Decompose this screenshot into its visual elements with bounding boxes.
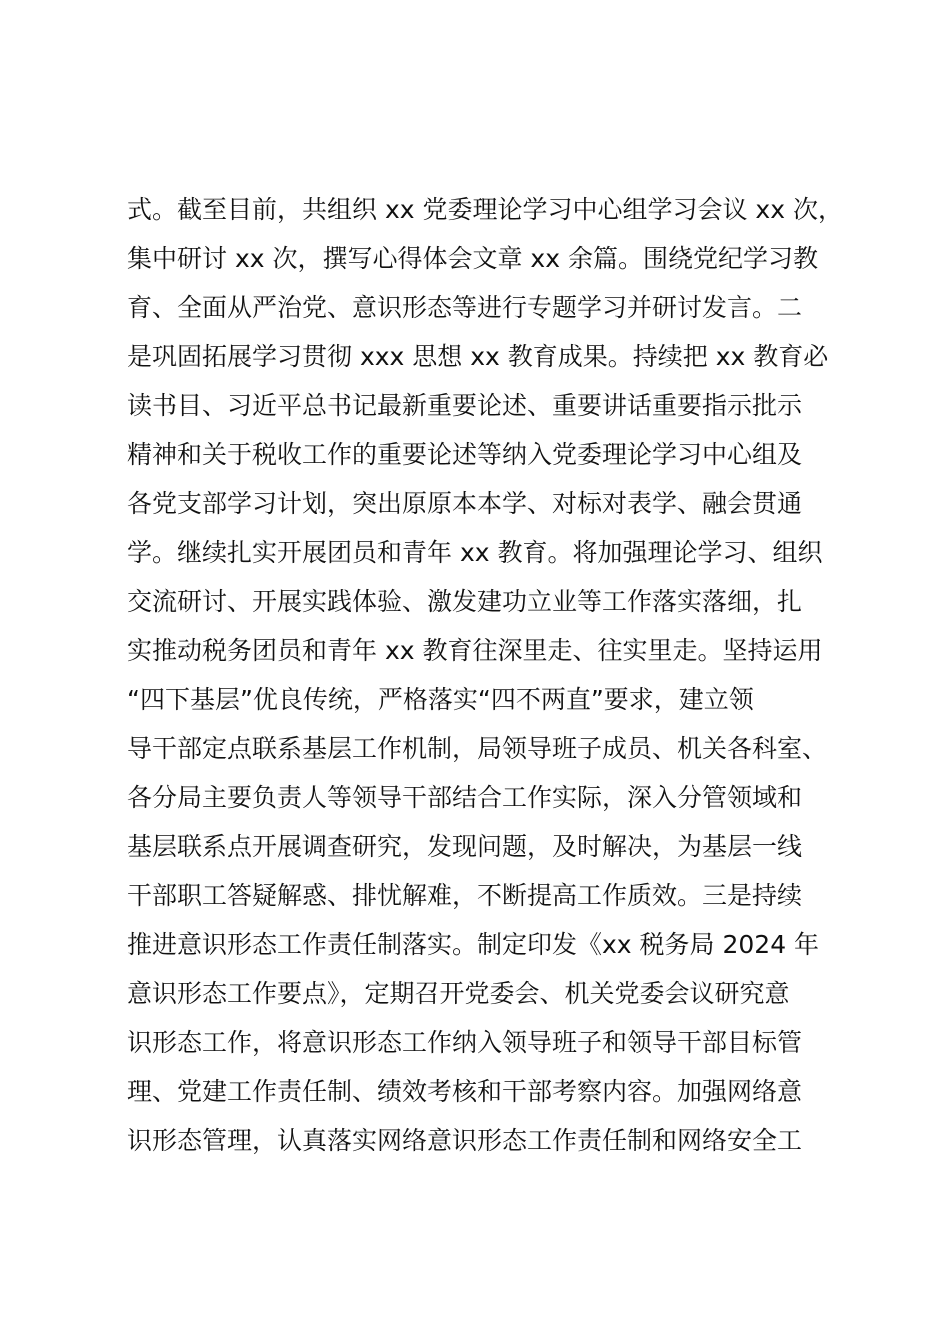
text-line: 读书目、习近平总书记最新重要论述、重要讲话重要指示批示 xyxy=(127,391,803,420)
text-line: 识形态工作，将意识形态工作纳入领导班子和领导干部目标管 xyxy=(127,1028,803,1057)
text-line: 学。继续扎实开展团员和青年 xx 教育。将加强理论学习、组织 xyxy=(127,538,823,567)
text-line: “四下基层”优良传统，严格落实“四不两直”要求，建立领 xyxy=(127,685,754,714)
text-line: 式。截至目前，共组织 xx 党委理论学习中心组学习会议 xx 次， xyxy=(127,195,843,224)
text-line: 是巩固拓展学习贯彻 xxx 思想 xx 教育成果。持续把 xx 教育必 xyxy=(127,342,829,371)
text-line: 育、全面从严治党、意识形态等进行专题学习并研讨发言。二 xyxy=(127,293,803,322)
text-line: 干部职工答疑解惑、排忧解难，不断提高工作质效。三是持续 xyxy=(127,881,803,910)
text-line: 导干部定点联系基层工作机制，局领导班子成员、机关各科室、 xyxy=(127,734,828,763)
text-line: 精神和关于税收工作的重要论述等纳入党委理论学习中心组及 xyxy=(127,440,803,469)
text-line: 理、党建工作责任制、绩效考核和干部考察内容。加强网络意 xyxy=(127,1077,803,1106)
text-line: 基层联系点开展调查研究，发现问题，及时解决，为基层一线 xyxy=(127,832,803,861)
text-line: 各党支部学习计划，突出原原本本学、对标对表学、融会贯通 xyxy=(127,489,803,518)
text-line: 推进意识形态工作责任制落实。制定印发《xx 税务局 2024 年 xyxy=(127,930,820,959)
text-line: 识形态管理，认真落实网络意识形态工作责任制和网络安全工 xyxy=(127,1126,803,1155)
text-line: 实推动税务团员和青年 xx 教育往深里走、往实里走。坚持运用 xyxy=(127,636,823,665)
text-line: 意识形态工作要点》，定期召开党委会、机关党委会议研究意 xyxy=(127,979,790,1008)
text-line: 各分局主要负责人等领导干部结合工作实际，深入分管领域和 xyxy=(127,783,803,812)
text-line: 集中研讨 xx 次，撰写心得体会文章 xx 余篇。围绕党纪学习教 xyxy=(127,244,818,273)
text-line: 交流研讨、开展实践体验、激发建功立业等工作落实落细，扎 xyxy=(127,587,803,616)
body-paragraph xyxy=(127,185,843,1165)
